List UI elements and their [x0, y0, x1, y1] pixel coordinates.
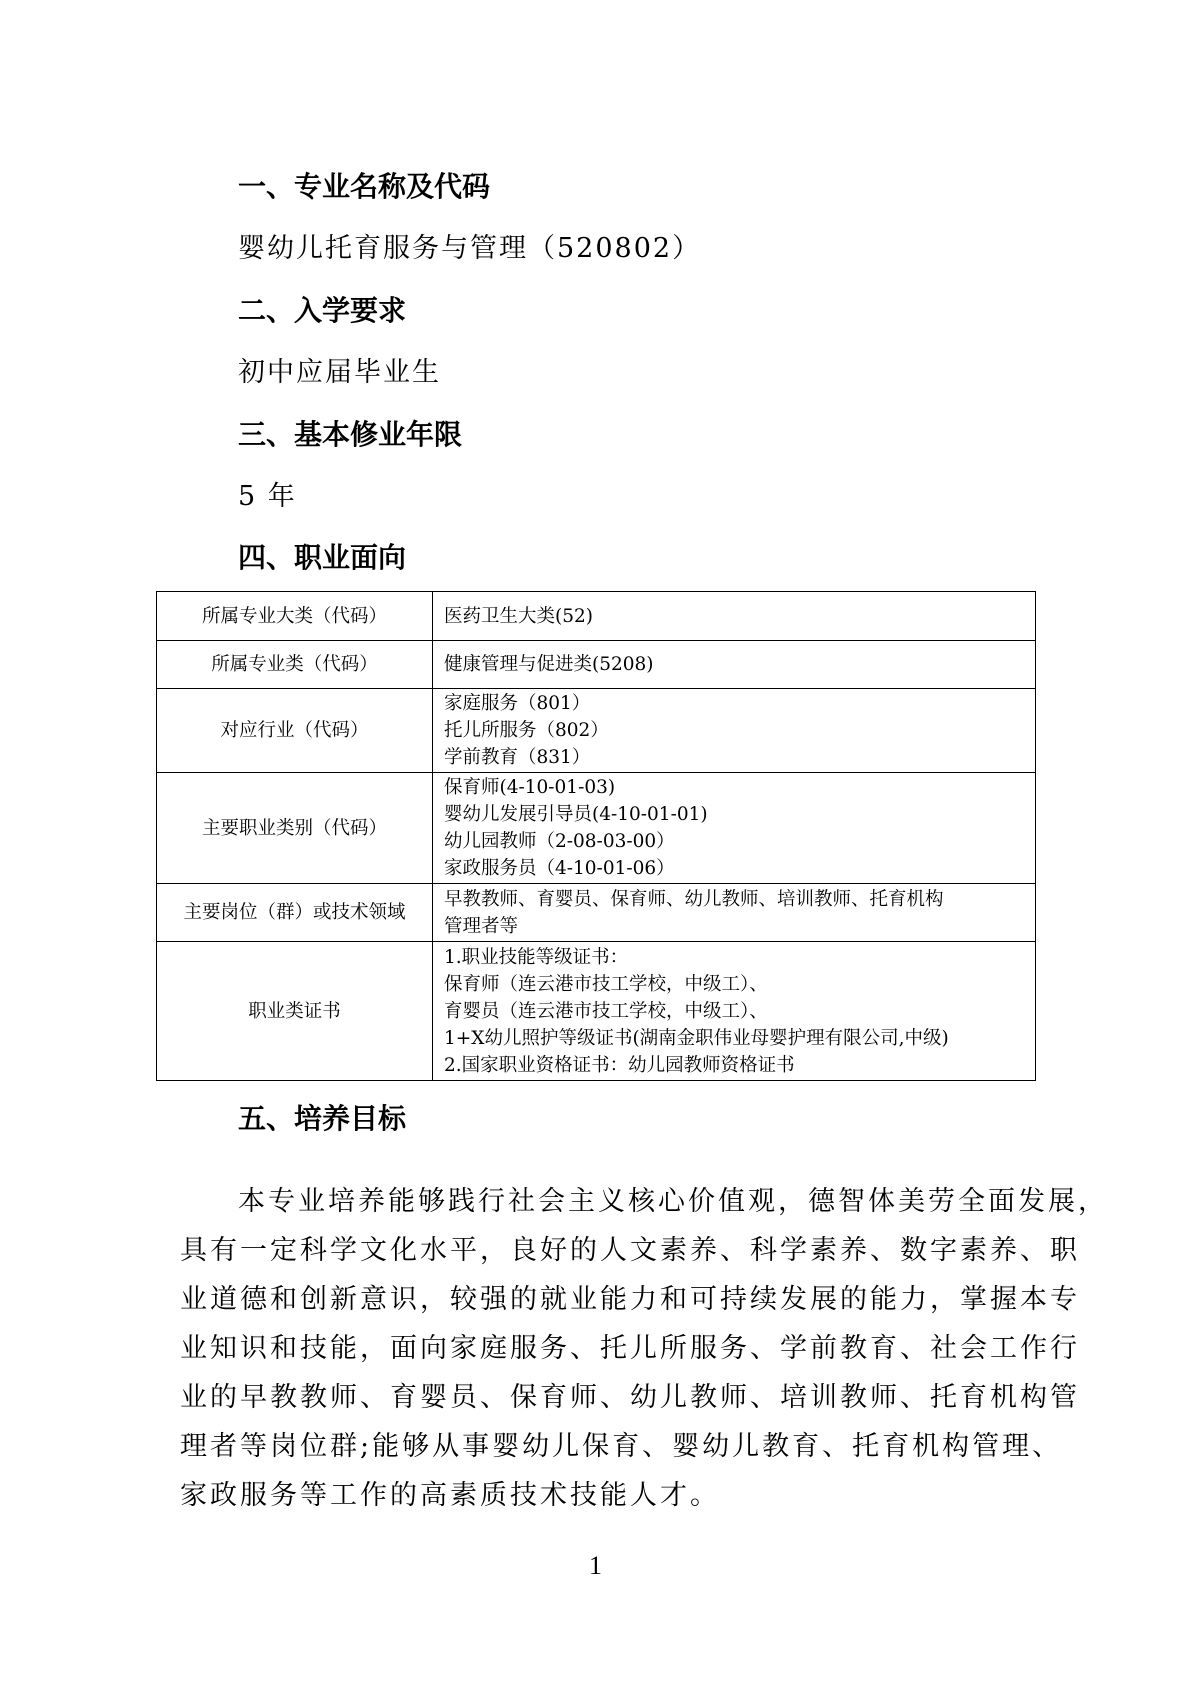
table-value-line: 保育师（连云港市技工学校，中级工）、	[444, 973, 768, 995]
table-value-line: 幼儿园教师（2-08-03-00）	[444, 831, 675, 852]
table-value-cell	[433, 689, 1036, 773]
table-row	[157, 689, 1036, 773]
table-value-line: 婴幼儿发展引导员(4-10-01-01)	[444, 804, 708, 825]
section-heading-admission: 二、入学要求	[238, 294, 407, 327]
page-number: 1	[589, 1551, 602, 1580]
paragraph-line: 业的早教教师、育婴员、保育师、幼儿教师、培训教师、托育机构管	[180, 1382, 1080, 1413]
table-key-cell: 主要职业类别（代码）	[157, 773, 433, 884]
table-row	[157, 641, 1036, 689]
table-value-line: 保育师(4-10-01-03)	[444, 777, 616, 798]
table-key-cell: 所属专业类（代码）	[157, 641, 433, 689]
table-value-line: 管理者等	[444, 915, 519, 937]
table-key-cell: 职业类证书	[157, 942, 433, 1081]
table-value-cell	[433, 592, 1036, 641]
table-row	[157, 773, 1036, 884]
table-key-cell: 主要岗位（群）或技术领域	[157, 884, 433, 942]
paragraph-line: 理者等岗位群;能够从事婴幼儿保育、婴幼儿教育、托育机构管理、	[180, 1431, 1063, 1462]
table-value-line: 早教教师、育婴员、保育师、幼儿教师、培训教师、托育机构	[444, 888, 944, 910]
table-value-line: 家庭服务（801）	[444, 693, 591, 714]
table-key-cell: 所属专业大类（代码）	[157, 592, 433, 641]
table-value-line: 学前教育（831）	[444, 747, 591, 768]
paragraph-line: 业道德和创新意识，较强的就业能力和可持续发展的能力，掌握本专	[180, 1284, 1080, 1315]
paragraph-line: 家政服务等工作的高素质技术技能人才。	[180, 1480, 720, 1511]
table-value-cell	[433, 773, 1036, 884]
table-key-cell: 对应行业（代码）	[157, 689, 433, 773]
paragraph-line: 业知识和技能，面向家庭服务、托儿所服务、学前教育、社会工作行	[180, 1333, 1080, 1364]
table-value-cell	[433, 641, 1036, 689]
table-value-line: 1+X幼儿照护等级证书(湖南金职伟业母婴护理有限公司,中级)	[444, 1027, 949, 1049]
table-row	[157, 884, 1036, 942]
admission-value: 初中应届毕业生	[238, 357, 441, 388]
duration-value: 5 年	[238, 481, 297, 512]
table-value-line: 2.国家职业资格证书：幼儿园教师资格证书	[444, 1054, 795, 1076]
major-name-value: 婴幼儿托育服务与管理（520802）	[238, 233, 702, 264]
section-heading-career: 四、职业面向	[238, 541, 407, 574]
table-value-line: 医药卫生大类(52)	[444, 605, 593, 627]
section-heading-objective: 五、培养目标	[238, 1102, 407, 1135]
objective-paragraph	[180, 1177, 1108, 1520]
section-heading-duration: 三、基本修业年限	[238, 418, 463, 451]
table-row	[157, 942, 1036, 1081]
paragraph-line: 具有一定科学文化水平，良好的人文素养、科学素养、数字素养、职	[180, 1235, 1080, 1266]
table-value-line: 托儿所服务（802）	[444, 720, 609, 741]
table-value-line: 育婴员（连云港市技工学校，中级工）、	[444, 1000, 768, 1022]
career-table	[156, 591, 1036, 1081]
table-row	[157, 592, 1036, 641]
table-value-line: 健康管理与促进类(5208)	[444, 654, 654, 675]
paragraph-line: 本专业培养能够践行社会主义核心价值观，德智体美劳全面发展，	[238, 1186, 1108, 1217]
table-value-line: 1.职业技能等级证书：	[444, 946, 629, 968]
table-value-cell	[433, 942, 1036, 1081]
table-value-cell	[433, 884, 1036, 942]
table-value-line: 家政服务员（4-10-01-06）	[444, 858, 675, 879]
section-heading-major-name: 一、专业名称及代码	[238, 170, 491, 203]
